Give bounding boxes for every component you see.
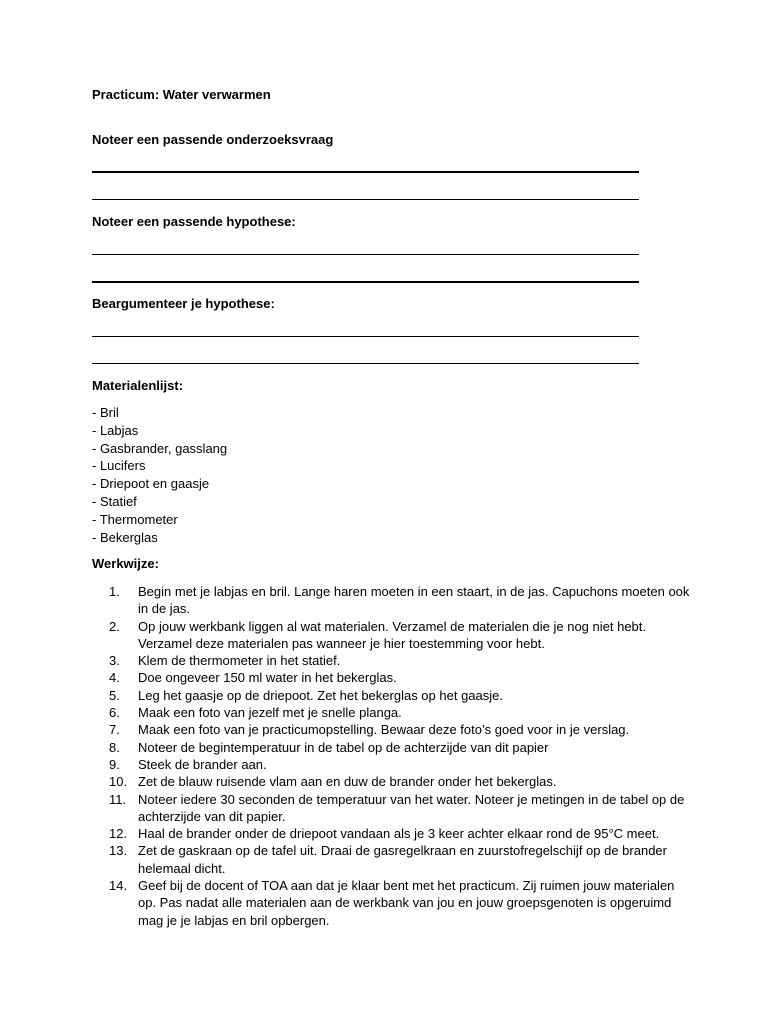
method-step — [92, 756, 692, 773]
method-step — [92, 877, 692, 929]
document-title: Practicum: Water verwarmen — [92, 87, 271, 102]
method-step — [92, 773, 692, 790]
step-number: 6. — [109, 705, 120, 721]
method-steps-list — [92, 583, 692, 929]
step-number: 2. — [109, 618, 120, 634]
method-step — [92, 618, 692, 653]
method-step — [92, 721, 692, 738]
material-item: - Labjas — [92, 422, 139, 438]
argument-line-1[interactable] — [92, 336, 639, 337]
step-number: 3. — [109, 653, 120, 669]
step-number: 8. — [109, 739, 120, 755]
step-text: Haal de brander onder de driepoot vandaan als je 3 keer achter elkaar rond de 95°C meet. — [138, 826, 660, 842]
argument-prompt: Beargumenteer je hypothese: — [92, 296, 275, 311]
method-step — [92, 583, 692, 618]
research-question-prompt: Noteer een passende onderzoeksvraag — [92, 132, 334, 147]
material-item: - Driepoot en gaasje — [92, 476, 210, 492]
materials-heading: Materialenlijst: — [92, 378, 184, 393]
step-number: 5. — [109, 687, 120, 703]
method-step — [92, 842, 692, 877]
step-number: 14. — [109, 878, 128, 894]
step-number: 4. — [109, 670, 120, 686]
material-item: - Statief — [92, 493, 137, 509]
material-item: - Bril — [92, 405, 119, 420]
step-text: Doe ongeveer 150 ml water in het bekerglas. — [138, 670, 397, 686]
step-text: Steek de brander aan. — [138, 756, 267, 772]
step-text: Noteer de begintemperatuur in de tabel op de achterzijde van dit papier — [138, 739, 549, 755]
research-question-line-2[interactable] — [92, 199, 639, 200]
method-step — [92, 669, 692, 686]
step-number: 13. — [109, 843, 128, 859]
material-item: - Gasbrander, gasslang — [92, 440, 228, 456]
step-number: 12. — [109, 826, 128, 842]
step-number: 1. — [109, 584, 120, 599]
step-text: Begin met je labjas en bril. Lange haren moeten in een staart, in de jas. Capuchons moeten ook in de jas. — [138, 584, 690, 617]
material-item: - Bekerglas — [92, 529, 158, 545]
method-step — [92, 791, 692, 826]
step-text: Maak een foto van jezelf met je snelle planga. — [138, 705, 402, 721]
hypothesis-line-2[interactable] — [92, 281, 639, 283]
step-text: Noteer iedere 30 seconden de temperatuur van het water. Noteer je metingen in de tabel op de achterzijde van dit papier. — [138, 791, 685, 824]
step-text: Klem de thermometer in het statief. — [138, 653, 341, 669]
method-heading: Werkwijze: — [92, 556, 159, 571]
step-text: Zet de blauw ruisende vlam aan en duw de brander onder het bekerglas. — [138, 774, 557, 790]
hypothesis-prompt: Noteer een passende hypothese: — [92, 214, 296, 229]
step-text: Zet de gaskraan op de tafel uit. Draai de gasregelkraan en zuurstofregelschijf op de brander helemaal dicht. — [138, 843, 667, 876]
material-item: - Thermometer — [92, 511, 178, 527]
step-text: Maak een foto van je practicumopstelling. Bewaar deze foto’s goed voor in je verslag. — [138, 722, 630, 738]
method-step — [92, 704, 692, 721]
step-number: 9. — [109, 756, 120, 772]
material-item: - Lucifers — [92, 458, 146, 474]
materials-list — [92, 404, 227, 546]
step-text: Op jouw werkbank liggen al wat materialen. Verzamel de materialen die je nog niet hebt. Verzamel deze materialen pas wanneer je hier toestemming voor hebt. — [138, 618, 647, 651]
method-step — [92, 739, 692, 756]
method-step — [92, 825, 692, 842]
step-text: Leg het gaasje op de driepoot. Zet het bekerglas op het gaasje. — [138, 687, 503, 703]
research-question-line-1[interactable] — [92, 171, 639, 173]
step-number: 10. — [109, 774, 128, 790]
hypothesis-line-1[interactable] — [92, 254, 639, 255]
step-number: 11. — [109, 791, 127, 807]
method-step — [92, 652, 692, 669]
step-number: 7. — [109, 722, 120, 738]
argument-line-2[interactable] — [92, 363, 639, 364]
method-step — [92, 687, 692, 704]
step-text: Geef bij de docent of TOA aan dat je klaar bent met het practicum. Zij ruimen jouw materialen op. Pas nadat alle materialen aan de werkbank van jou en jouw groepsgenoten is opgeruimd mag je je labjas en bril opbergen. — [138, 878, 675, 928]
